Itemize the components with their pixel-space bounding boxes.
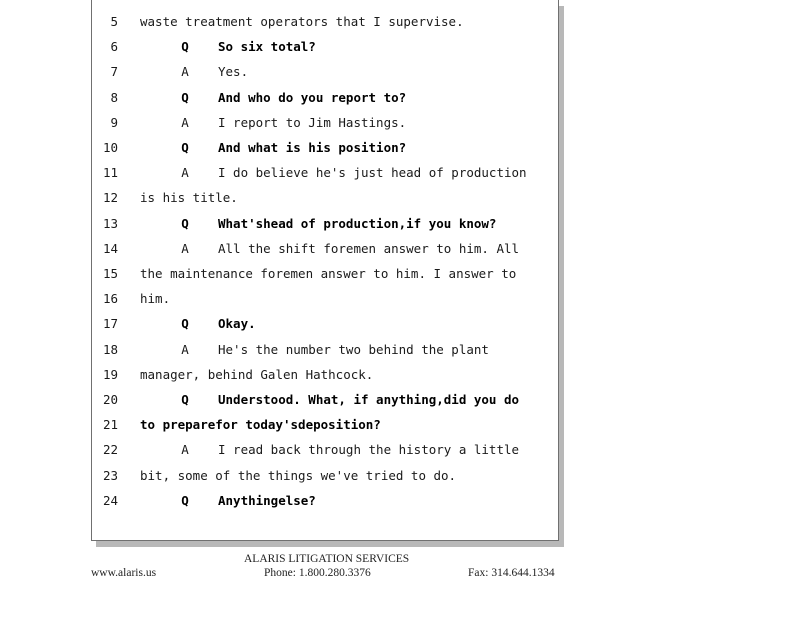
line-number: 7 (110, 64, 118, 80)
line-text: to preparefor today'sdeposition? (140, 417, 381, 433)
answer-marker: A (181, 64, 189, 80)
line-number: 10 (102, 140, 118, 155)
question-marker: Q (181, 140, 189, 155)
line-number: 5 (110, 14, 118, 29)
line-number: 18 (102, 341, 118, 357)
question-marker: Q (181, 89, 189, 105)
question-marker: Q (181, 39, 189, 55)
footer-phone: Phone: 1.800.280.3376 (264, 567, 371, 579)
line-number: 9 (110, 114, 118, 130)
footer-company: ALARIS LITIGATION SERVICES (244, 553, 410, 565)
line-text: What'shead of production,if you know? (218, 215, 497, 231)
answer-marker: A (181, 114, 189, 130)
line-text: Yes. (218, 64, 249, 80)
question-marker: Q (181, 316, 189, 332)
line-text: I do believe he's just head of production (218, 165, 527, 181)
answer-marker: A (181, 341, 189, 357)
footer-fax: Fax: 314.644.1334 (468, 567, 555, 579)
line-number: 16 (102, 291, 118, 307)
answer-marker: A (181, 240, 189, 256)
line-text: the maintenance foremen answer to him. I answer to (140, 266, 517, 281)
line-number: 13 (102, 215, 118, 231)
line-number: 22 (102, 442, 118, 458)
line-text: waste treatment operators that I supervise. (140, 14, 464, 29)
line-number: 6 (110, 39, 118, 55)
line-text: He's the number two behind the plant (218, 341, 489, 357)
line-text: So six total? (218, 39, 316, 55)
line-number: 24 (102, 492, 118, 508)
footer-website: www.alaris.us (91, 567, 157, 579)
line-text: I read back through the history a little (218, 442, 520, 458)
line-text: And what is his position? (218, 140, 407, 155)
question-marker: Q (181, 392, 189, 407)
answer-marker: A (181, 442, 189, 458)
line-text: manager, behind Galen Hathcock. (140, 366, 374, 382)
question-marker: Q (181, 492, 189, 508)
line-number: 14 (102, 240, 118, 256)
line-number: 23 (102, 467, 118, 483)
line-number: 19 (102, 366, 118, 382)
line-number: 11 (102, 165, 118, 181)
answer-marker: A (181, 165, 189, 181)
line-text: I report to Jim Hastings. (218, 114, 407, 130)
transcript-page (91, 0, 559, 541)
line-number: 12 (102, 190, 118, 206)
line-text: Anythingelse? (218, 492, 316, 508)
line-text: Understood. What, if anything,did you do (218, 392, 520, 407)
line-text: bit, some of the things we've tried to do. (140, 467, 457, 483)
line-number: 20 (102, 392, 118, 407)
question-marker: Q (181, 215, 189, 231)
line-number: 8 (110, 89, 118, 105)
line-text: is his title. (140, 190, 238, 206)
line-number: 21 (102, 417, 118, 433)
line-number: 15 (102, 266, 118, 281)
line-text: him. (140, 291, 171, 307)
line-text: All the shift foremen answer to him. All (218, 240, 520, 256)
line-number: 17 (102, 316, 118, 332)
line-text: And who do you report to? (218, 89, 407, 105)
line-text: Okay. (218, 316, 256, 332)
